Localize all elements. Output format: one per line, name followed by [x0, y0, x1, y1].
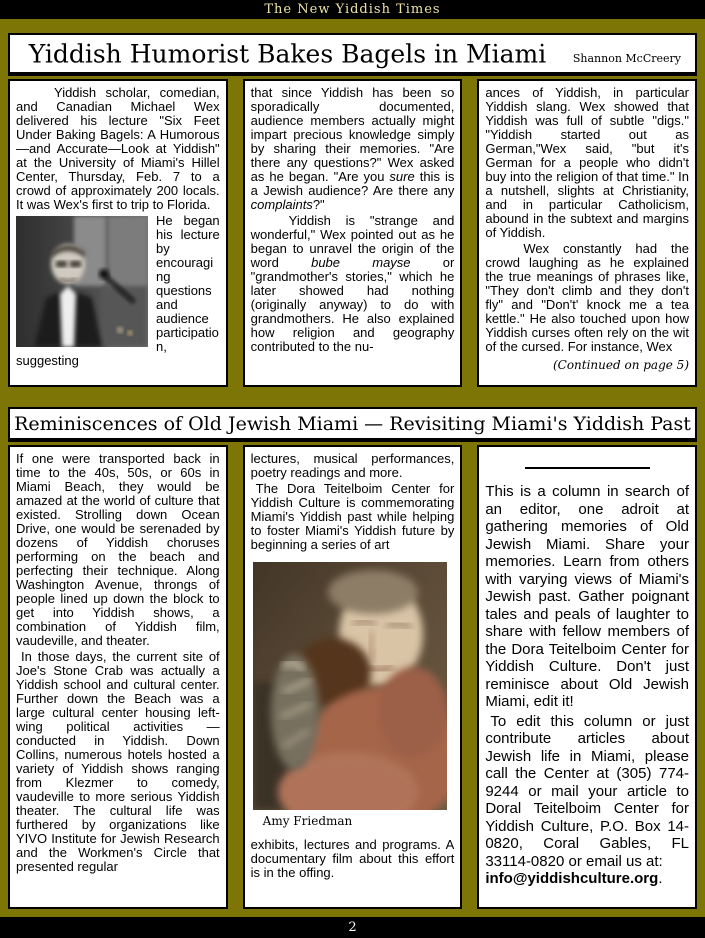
- article2-col3-paragraph-1: This is a column in search of an editor, one adroit at gathering memories of Old Jewish Miami. Share your memories. Learn from others with varying views of Miami's Jewish past. Gather poignant tales and peals of laughter to share with fellow members of the Dora Teitelboim Center for Yiddish Culture. Don't just reminisce about Old Jewish Miami, edit it!: [485, 483, 690, 710]
- article1-title-box: [8, 33, 697, 76]
- article1-column-1: [8, 79, 228, 387]
- wex-photo-graphic: [16, 216, 148, 347]
- wex-speaker-photo: [16, 216, 148, 347]
- article1-headline: Yiddish Humorist Bakes Bagels in Miami: [28, 39, 547, 68]
- article2-col2-paragraph-3: exhibits, lectures and programs. A documentary film about this effort is in the offing.: [250, 837, 455, 880]
- painting-caption: Amy Friedman: [262, 814, 353, 828]
- article1-col1-paragraph-1: Yiddish scholar, comedian, and Canadian Michael Wex delivered his lecture "Six Feet Under Baking Bagels: A Humorous—and Accurate—Look at Yiddish" at the University of Miami's Hillel Center, Thursday, Feb. 7 to a crowd of approximately 200 locals. It was Wex's first to trip to Florida.: [16, 85, 220, 212]
- masthead-bar: [0, 0, 705, 19]
- article2-columns: [8, 445, 697, 909]
- article2-col2-paragraph-2: The Dora Teitelboim Center for Yiddish Culture is commemorating Miami's Yiddish past while helping to foster Miami's Yiddish future by beginning a series of art: [250, 481, 455, 552]
- contact-email: info@yiddishculture.org: [485, 870, 659, 887]
- article2-column-2: [243, 445, 463, 909]
- friedman-painting-graphic: [253, 562, 447, 810]
- article1-byline: Shannon McCreery: [572, 52, 681, 65]
- article1-col1-paragraph-2: He began his lecture by encouraging questions and audience participation, suggesting: [16, 213, 220, 368]
- article2-title-box: [8, 407, 697, 442]
- continued-on-page-note: (Continued on page 5): [552, 358, 690, 372]
- article1-column-2: [243, 79, 463, 387]
- article1-col3-paragraph-2: Wex constantly had the crowd laughing as he explained the true meanings of phrases like, "They don't climb and they don't fly" and "Don't' knock me a tea kettle." He also touched upon how Yiddish curses often rely on the wit of the cursed. For instance, Wex: [485, 241, 690, 354]
- article1-col3-paragraph-1: ances of Yiddish, in particular Yiddish slang. Wex showed that Yiddish was full of subtle "digs." "Yiddish started out as German,"Wex said, "but it's German for a people who didn't buy into the religion of that time." In a nutshell, slights at Christianity, and in particular Catholicism, abound in the subtext and margins of Yiddish.: [485, 85, 690, 240]
- article2-col1-paragraph-1: If one were transported back in time to the 40s, 50s, or 60s in Miami Beach, they would be amazed at the world of culture that existed. Strolling down Ocean Drive, one would be serenaded by dozens of Yiddish choruses performing on the beach and perfecting their technique. Along Washington Avenue, throngs of people lined up down the block to get into Yiddish shows, a combination of Yiddish film, vaudeville, and theater.: [16, 451, 220, 648]
- column-divider-rule: [525, 467, 650, 469]
- friedman-painting: [253, 562, 447, 810]
- article1-column-3: [477, 79, 697, 387]
- page-content: [0, 19, 705, 909]
- article1-col2-paragraph-1: that since Yiddish has been so sporadically documented, audience members actually might impart precious knowledge simply by sharing their memories. "Are there any questions?" Wex asked as he began. "Are you sure this is a Jewish audience? Are there any complaints?": [250, 85, 455, 212]
- article1-col2-paragraph-2: Yiddish is "strange and wonderful," Wex pointed out as he began to unravel the origin of the word bube mayse or "grandmother's stories," which he later showed had nothing (originally anyway) to do with grandmothers. He also explained how religion and geography contributed to the nu-: [250, 213, 455, 354]
- page-number: 2: [348, 920, 357, 935]
- article2-headline: Reminiscences of Old Jewish Miami — Revisiting Miami's Yiddish Past: [14, 412, 691, 435]
- article2-column-1: [8, 445, 228, 909]
- article2-column-3: [477, 445, 697, 909]
- masthead-title: The New Yiddish Times: [264, 2, 441, 17]
- article1-columns: [8, 79, 697, 387]
- article2-col1-paragraph-2: In those days, the current site of Joe's Stone Crab was actually a Yiddish school and cultural center. Further down the Beach was a large cultural center housing left-wing political activities — conducted in Yiddish. Down Collins, numerous hotels hosted a variety of Yiddish shows ranging from Klezmer to comedy, vaudeville to more serious Yiddish theater. The cultural life was furthered by organizations like YIVO Institute for Jewish Research and the Workmen's Circle that presented regular: [16, 649, 220, 874]
- article2-col3-paragraph-2: To edit this column or just contribute articles about Jewish life in Miami, please call the Center at (305) 774-9244 or mail your article to Doral Teitelboim Center for Yiddish Culture, P.O. Box 14-0820, Coral Gables, FL 33114-0820 or email us at: info@yiddishculture.org.: [485, 712, 690, 887]
- footer-bar: [0, 917, 705, 938]
- article2-col2-paragraph-1: lectures, musical performances, poetry readings and more.: [250, 451, 455, 480]
